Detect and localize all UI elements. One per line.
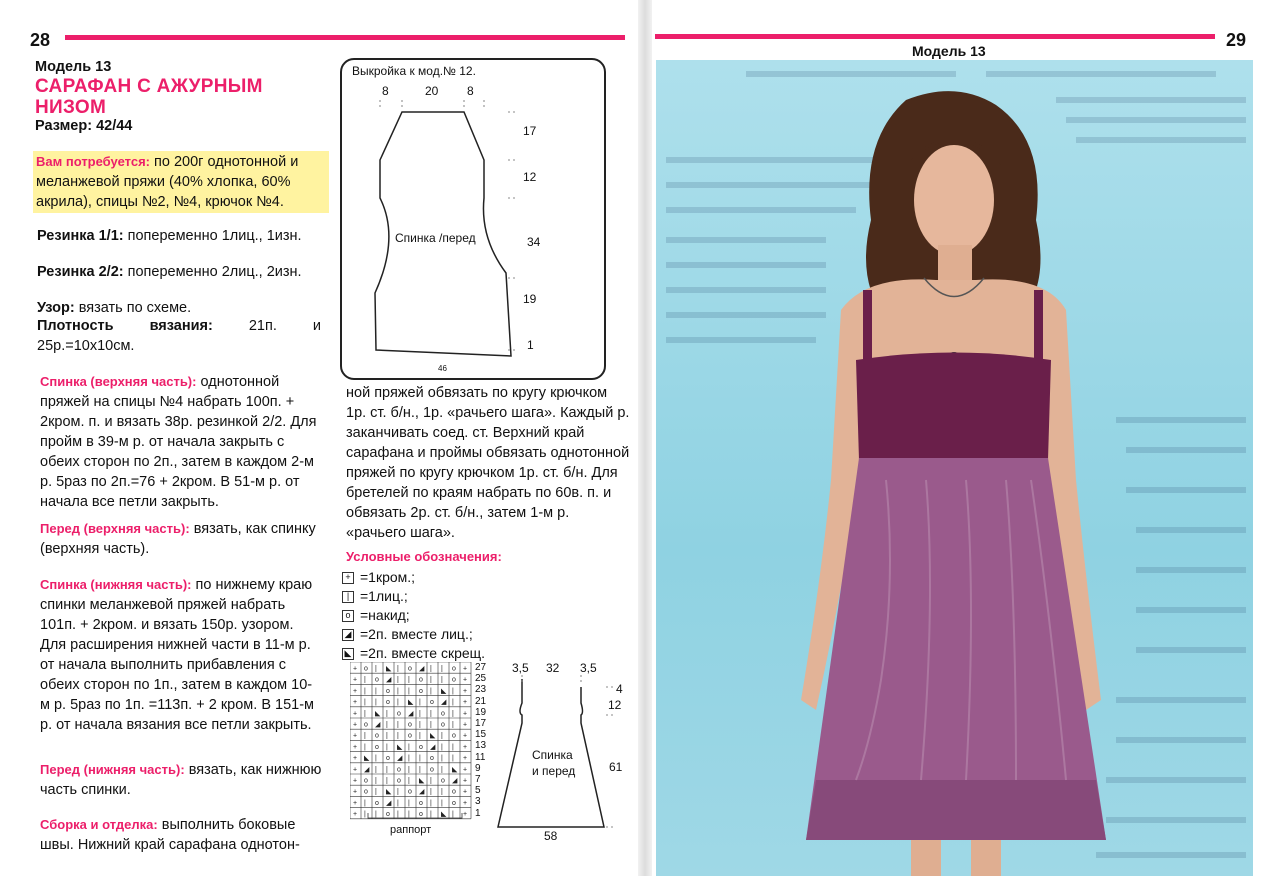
p12-dim-top-mid: 20 <box>425 84 439 98</box>
p12-dim-side-2: 12 <box>523 170 537 184</box>
chart-cell: o <box>441 777 445 785</box>
chart-cell: o <box>419 811 423 819</box>
front-lower-text: вязать, как нижнюю часть спинки. <box>40 762 322 798</box>
chart-cell: | <box>430 799 432 807</box>
chart-cell: o <box>397 710 401 718</box>
chart-row-labels: 27 25 23 21 19 17 15 13 11 9 7 5 3 1 <box>475 662 487 819</box>
chart-cell: | <box>430 676 432 684</box>
chart-cell: o <box>386 687 390 695</box>
chart-cell: o <box>419 676 423 684</box>
pattern-text: вязать по схеме. <box>78 300 192 316</box>
chart-cell: + <box>463 665 468 673</box>
legend-item-k2tog: ◢ =2п. вместе лиц.; <box>342 625 542 644</box>
chart-cell: | <box>452 743 454 751</box>
p13-dim-top-left: 3,5 <box>512 661 529 675</box>
chart-cell: | <box>375 665 377 673</box>
chart-cell: | <box>441 732 443 740</box>
chart-cell: | <box>408 755 410 763</box>
p13-dim-side-1: 4 <box>616 682 623 696</box>
chart-cell: | <box>408 811 410 819</box>
chart-cell: | <box>419 732 421 740</box>
chart-cell: | <box>375 811 377 819</box>
neck <box>938 245 972 285</box>
chart-cell: ◣ <box>441 811 447 819</box>
front-lower-label: Перед (нижняя часть): <box>40 762 185 777</box>
p13-dim-bottom: 58 <box>544 829 558 843</box>
back-lower-block <box>40 575 322 735</box>
article-title <box>35 76 263 118</box>
chart-cell: + <box>463 755 468 763</box>
chart-cell: + <box>353 811 358 819</box>
chart-cell: ◣ <box>430 732 436 740</box>
chart-cell: o <box>397 777 401 785</box>
chart-cell: o <box>386 755 390 763</box>
front-upper-text: вязать, как спинку (верхняя часть). <box>40 521 316 557</box>
chart-cell: o <box>397 766 401 774</box>
chart-cell: o <box>408 665 412 673</box>
chart-cell: | <box>441 665 443 673</box>
density-text: 21п. и 25р.=10х10см. <box>37 318 322 354</box>
legend-list <box>342 568 542 663</box>
chart-cell: | <box>397 788 399 796</box>
chart-cell: ◢ <box>419 665 425 673</box>
front-upper-label: Перед (верхняя часть): <box>40 521 190 536</box>
front-lower-block <box>40 760 322 800</box>
chart-cell: ◣ <box>397 743 403 751</box>
chart-cell: o <box>430 755 434 763</box>
chart-cell: | <box>364 687 366 695</box>
chart-cell: | <box>419 710 421 718</box>
legend-item-edge: + =1кром.; <box>342 568 542 587</box>
chart-cell: | <box>375 755 377 763</box>
chart-cell: | <box>419 721 421 729</box>
chart-cell: + <box>353 788 358 796</box>
chart-cell: + <box>353 755 358 763</box>
chart-cell: + <box>463 799 468 807</box>
chart-cell: | <box>375 687 377 695</box>
chart-cell: ◣ <box>386 788 392 796</box>
chart-cell: o <box>452 665 456 673</box>
rib-2-2 <box>37 262 321 282</box>
chart-cell: o <box>452 676 456 684</box>
chart-cell: ◢ <box>397 755 403 763</box>
chart-cell: | <box>452 755 454 763</box>
chart-cell: o <box>430 699 434 707</box>
p12-dim-side-5: 1 <box>527 338 534 352</box>
chart-cell: | <box>375 788 377 796</box>
chart-cell: ◢ <box>364 766 370 774</box>
chart-cell: ◣ <box>364 755 370 763</box>
model-label-right: Модель 13 <box>912 43 986 59</box>
chart-cell: | <box>452 721 454 729</box>
chart-cell: | <box>364 710 366 718</box>
materials-block <box>33 151 329 213</box>
chart-cell: | <box>375 777 377 785</box>
assembly-block <box>40 815 322 855</box>
back-upper-label: Спинка (верхняя часть): <box>40 374 197 389</box>
assembly-continuation: ной пряжей обвязать по кругу крючком 1р. ст. б/н., 1р. «рачьего шага». Каждый р. заканчивать соед. ст. Верхний край сарафана и проймы обвязать однотонной пряжей по кругу крючком 1р. ст. б/н. Для бретелей по краям набрать по 60в. п. и обвязать 2р. ст. б/н., затем 1-м р. «рачьего шага». <box>346 385 630 541</box>
chart-cell: | <box>397 811 399 819</box>
chart-cell: | <box>430 721 432 729</box>
chart-cell: + <box>353 710 358 718</box>
right-strap <box>1034 290 1043 365</box>
chart-cell: | <box>452 699 454 707</box>
chart-cell: + <box>353 676 358 684</box>
back-upper-block <box>40 372 322 512</box>
chart-cell: | <box>397 699 399 707</box>
density-label: Плотность вязания: <box>37 318 213 334</box>
rib-1-1-text: попеременно 1лиц., 1изн. <box>127 228 302 244</box>
chart-cell: | <box>452 687 454 695</box>
chart-cell: | <box>441 799 443 807</box>
front-upper-block <box>40 519 322 559</box>
chart-cell: | <box>441 676 443 684</box>
chart-cell: o <box>419 743 423 751</box>
header-bar-right <box>655 34 1215 39</box>
left-strap <box>863 290 872 365</box>
chart-cell: ◢ <box>419 788 425 796</box>
rib-2-2-label: Резинка 2/2: <box>37 264 124 280</box>
legend-title: Условные обозначения: <box>346 549 502 564</box>
chart-cell: ◢ <box>430 743 436 751</box>
chart-cell: + <box>353 687 358 695</box>
chart-cell: | <box>408 766 410 774</box>
chart-cell: ◣ <box>419 777 425 785</box>
dress-bodice <box>856 353 1051 461</box>
chart-cell: o <box>419 687 423 695</box>
chart-cell: | <box>397 732 399 740</box>
chart-cell: o <box>375 676 379 684</box>
pattern-12-diagram <box>340 58 602 376</box>
p12-dim-side-4: 19 <box>523 292 537 306</box>
chart-cell: | <box>397 676 399 684</box>
chart-cell: | <box>364 732 366 740</box>
chart-cell: ◣ <box>408 699 414 707</box>
chart-cell: + <box>463 676 468 684</box>
chart-cell: o <box>375 732 379 740</box>
materials-label: Вам потребуется: <box>36 154 150 169</box>
page-number-left: 28 <box>30 30 51 50</box>
chart-cell: | <box>408 799 410 807</box>
chart-cell: | <box>364 811 366 819</box>
chart-cell: | <box>386 766 388 774</box>
chart-cell: | <box>397 799 399 807</box>
p12-dim-side-3: 34 <box>527 235 541 249</box>
chart-cell: + <box>353 743 358 751</box>
edge-stitch-icon: + <box>342 572 354 584</box>
p12-dim-top-left: 8 <box>382 84 389 98</box>
face <box>914 145 994 255</box>
page-gutter <box>638 0 652 876</box>
page-number-right: 29 <box>1226 30 1247 50</box>
chart-cell: | <box>408 743 410 751</box>
chart-cell: + <box>353 799 358 807</box>
chart-cell: ◣ <box>441 687 447 695</box>
chart-cell: | <box>419 699 421 707</box>
chart-cell: | <box>430 687 432 695</box>
chart-cell: + <box>463 766 468 774</box>
chart-cell: | <box>386 721 388 729</box>
chart-cell: o <box>430 766 434 774</box>
assembly-text: выполнить боковые швы. Нижний край сарафана однотон- <box>40 817 300 853</box>
chart-cell: + <box>463 699 468 707</box>
chart-cell: | <box>408 687 410 695</box>
chart-cell: ◢ <box>375 721 381 729</box>
chart-cell: | <box>397 687 399 695</box>
chart-cell: o <box>419 799 423 807</box>
p13-dim-top-right: 3,5 <box>580 661 597 675</box>
pattern-line <box>37 298 321 318</box>
chart-cell: + <box>463 811 468 819</box>
back-lower-text: по нижнему краю спинки меланжевой пряжей набрать 101п. + 2кром. и вязать 150р. узором. Для расширения нижней части в 11-м р. от начала выполнить прибавления с обеих сторон по 1п., затем в каждом 10-м р. 5раз по 1п. =113п. + 2 кром. В 151-м р. от начала вязания все петли закрыть. <box>40 577 315 733</box>
dress-hem <box>806 780 1106 840</box>
pattern-label: Узор: <box>37 300 75 316</box>
chart-cell: | <box>452 811 454 819</box>
chart-cell: ◢ <box>441 699 447 707</box>
chart-cell: | <box>408 777 410 785</box>
chart-cell: | <box>430 665 432 673</box>
back-upper-text: однотонной пряжей на спицы №4 набрать 100п. + 2кром. п. и вязать 38р. резинкой 2/2. Для пройм в 39-м р. от начала закрыть с обеих сторон по 2п., затем в каждом 2-м р. 5раз по 2п.=76 + 2кром. В 51-м р. от начала все петли закрыть. <box>40 374 317 510</box>
chart-cell: | <box>386 777 388 785</box>
chart-cell: | <box>386 710 388 718</box>
chart-cell: + <box>463 721 468 729</box>
chart-cell: + <box>353 699 358 707</box>
chart-caption: раппорт <box>390 824 432 836</box>
rib-2-2-text: попеременно 2лиц., 2изн. <box>127 264 302 280</box>
p12-dim-top-right: 8 <box>467 84 474 98</box>
chart-cell: | <box>441 766 443 774</box>
chart-cell: ◢ <box>452 777 458 785</box>
title-line-2: НИЗОМ <box>35 97 107 118</box>
yarn-over-icon: o <box>342 610 354 622</box>
p12-dim-bottom: 46 <box>438 364 447 373</box>
chart-cell: | <box>408 676 410 684</box>
chart-cell: | <box>419 766 421 774</box>
chart-cell: | <box>430 710 432 718</box>
chart-cell: o <box>364 721 368 729</box>
chart-cell: | <box>364 699 366 707</box>
chart-cell: | <box>397 721 399 729</box>
right-leg <box>971 840 1001 876</box>
materials-text: по 200г однотонной и меланжевой пряжи (40% хлопка, 60% акрила), спицы №2, №4, крючок №4. <box>36 154 299 210</box>
knitting-chart <box>350 662 475 820</box>
chart-cell: + <box>353 665 358 673</box>
chart-cell: | <box>375 699 377 707</box>
chart-cell: | <box>386 743 388 751</box>
chart-cell: + <box>463 687 468 695</box>
p12-dim-side-1: 17 <box>523 124 537 138</box>
chart-cell: o <box>375 799 379 807</box>
title-line-1: САРАФАН С АЖУРНЫМ <box>35 76 263 97</box>
chart-cell: o <box>452 799 456 807</box>
chart-cell: | <box>452 710 454 718</box>
rapport-bracket <box>366 812 466 824</box>
k2tog-icon: ◢ <box>342 629 354 641</box>
left-leg <box>911 840 941 876</box>
model-label: Модель 13 <box>35 59 112 75</box>
p13-center-label-2: и перед <box>532 764 576 778</box>
chart-cell: | <box>430 788 432 796</box>
chart-cell: o <box>452 788 456 796</box>
chart-cell: | <box>364 676 366 684</box>
back-lower-label: Спинка (нижняя часть): <box>40 577 192 592</box>
chart-cell: + <box>463 710 468 718</box>
chart-cell: + <box>353 766 358 774</box>
rib-1-1-label: Резинка 1/1: <box>37 228 124 244</box>
chart-cell: | <box>397 665 399 673</box>
chart-cell: o <box>441 721 445 729</box>
chart-cell: + <box>463 743 468 751</box>
chart-cell: | <box>375 766 377 774</box>
chart-cell: o <box>408 788 412 796</box>
chart-cell: ◢ <box>386 799 392 807</box>
chart-cell: + <box>353 721 358 729</box>
chart-cell: | <box>441 743 443 751</box>
ssk-icon: ◣ <box>342 648 354 660</box>
p13-dim-top-mid: 32 <box>546 661 560 675</box>
legend-item-ssk: ◣ =2п. вместе скрещ. <box>342 644 542 663</box>
chart-cell: ◢ <box>408 710 414 718</box>
chart-cell: | <box>430 811 432 819</box>
chart-cell: ◢ <box>386 676 392 684</box>
pattern-12-title: Выкройка к мод.№ 12. <box>352 64 476 78</box>
chart-cell: o <box>364 777 368 785</box>
chart-cell: | <box>386 732 388 740</box>
chart-cell: | <box>430 777 432 785</box>
chart-cell: o <box>408 721 412 729</box>
chart-cell: + <box>353 732 358 740</box>
size-label: Размер: 42/44 <box>35 118 133 134</box>
legend-item-yarnover: o =накид; <box>342 606 542 625</box>
chart-cell: ◣ <box>386 665 392 673</box>
p13-dim-side-3: 61 <box>609 760 623 774</box>
p13-dim-side-2: 12 <box>608 698 622 712</box>
rib-1-1 <box>37 226 321 246</box>
model-photo <box>656 60 1253 876</box>
chart-cell: | <box>419 755 421 763</box>
woman-figure <box>656 60 1253 876</box>
chart-cell: + <box>463 788 468 796</box>
p12-center-label: Спинка /перед <box>395 231 476 245</box>
chart-cell: o <box>386 699 390 707</box>
chart-cell: | <box>364 743 366 751</box>
chart-cell: + <box>463 777 468 785</box>
p13-center-label-1: Спинка <box>532 748 573 762</box>
knit-stitch-icon: | <box>342 591 354 603</box>
chart-cell: o <box>452 732 456 740</box>
header-bar-left <box>65 35 625 40</box>
chart-cell: + <box>353 777 358 785</box>
chart-cell: o <box>364 665 368 673</box>
chart-cell: o <box>364 788 368 796</box>
chart-cell: | <box>364 799 366 807</box>
chart-cell: o <box>408 732 412 740</box>
chart-cell: o <box>375 743 379 751</box>
chart-cell: | <box>441 788 443 796</box>
chart-cell: o <box>386 811 390 819</box>
chart-cell: o <box>441 710 445 718</box>
legend-item-knit: | =1лиц.; <box>342 587 542 606</box>
assembly-label: Сборка и отделка: <box>40 817 158 832</box>
chart-cell: | <box>441 755 443 763</box>
density-line <box>37 316 321 356</box>
chart-cell: ◣ <box>375 710 381 718</box>
chart-cell: + <box>463 732 468 740</box>
chart-cell: ◣ <box>452 766 458 774</box>
